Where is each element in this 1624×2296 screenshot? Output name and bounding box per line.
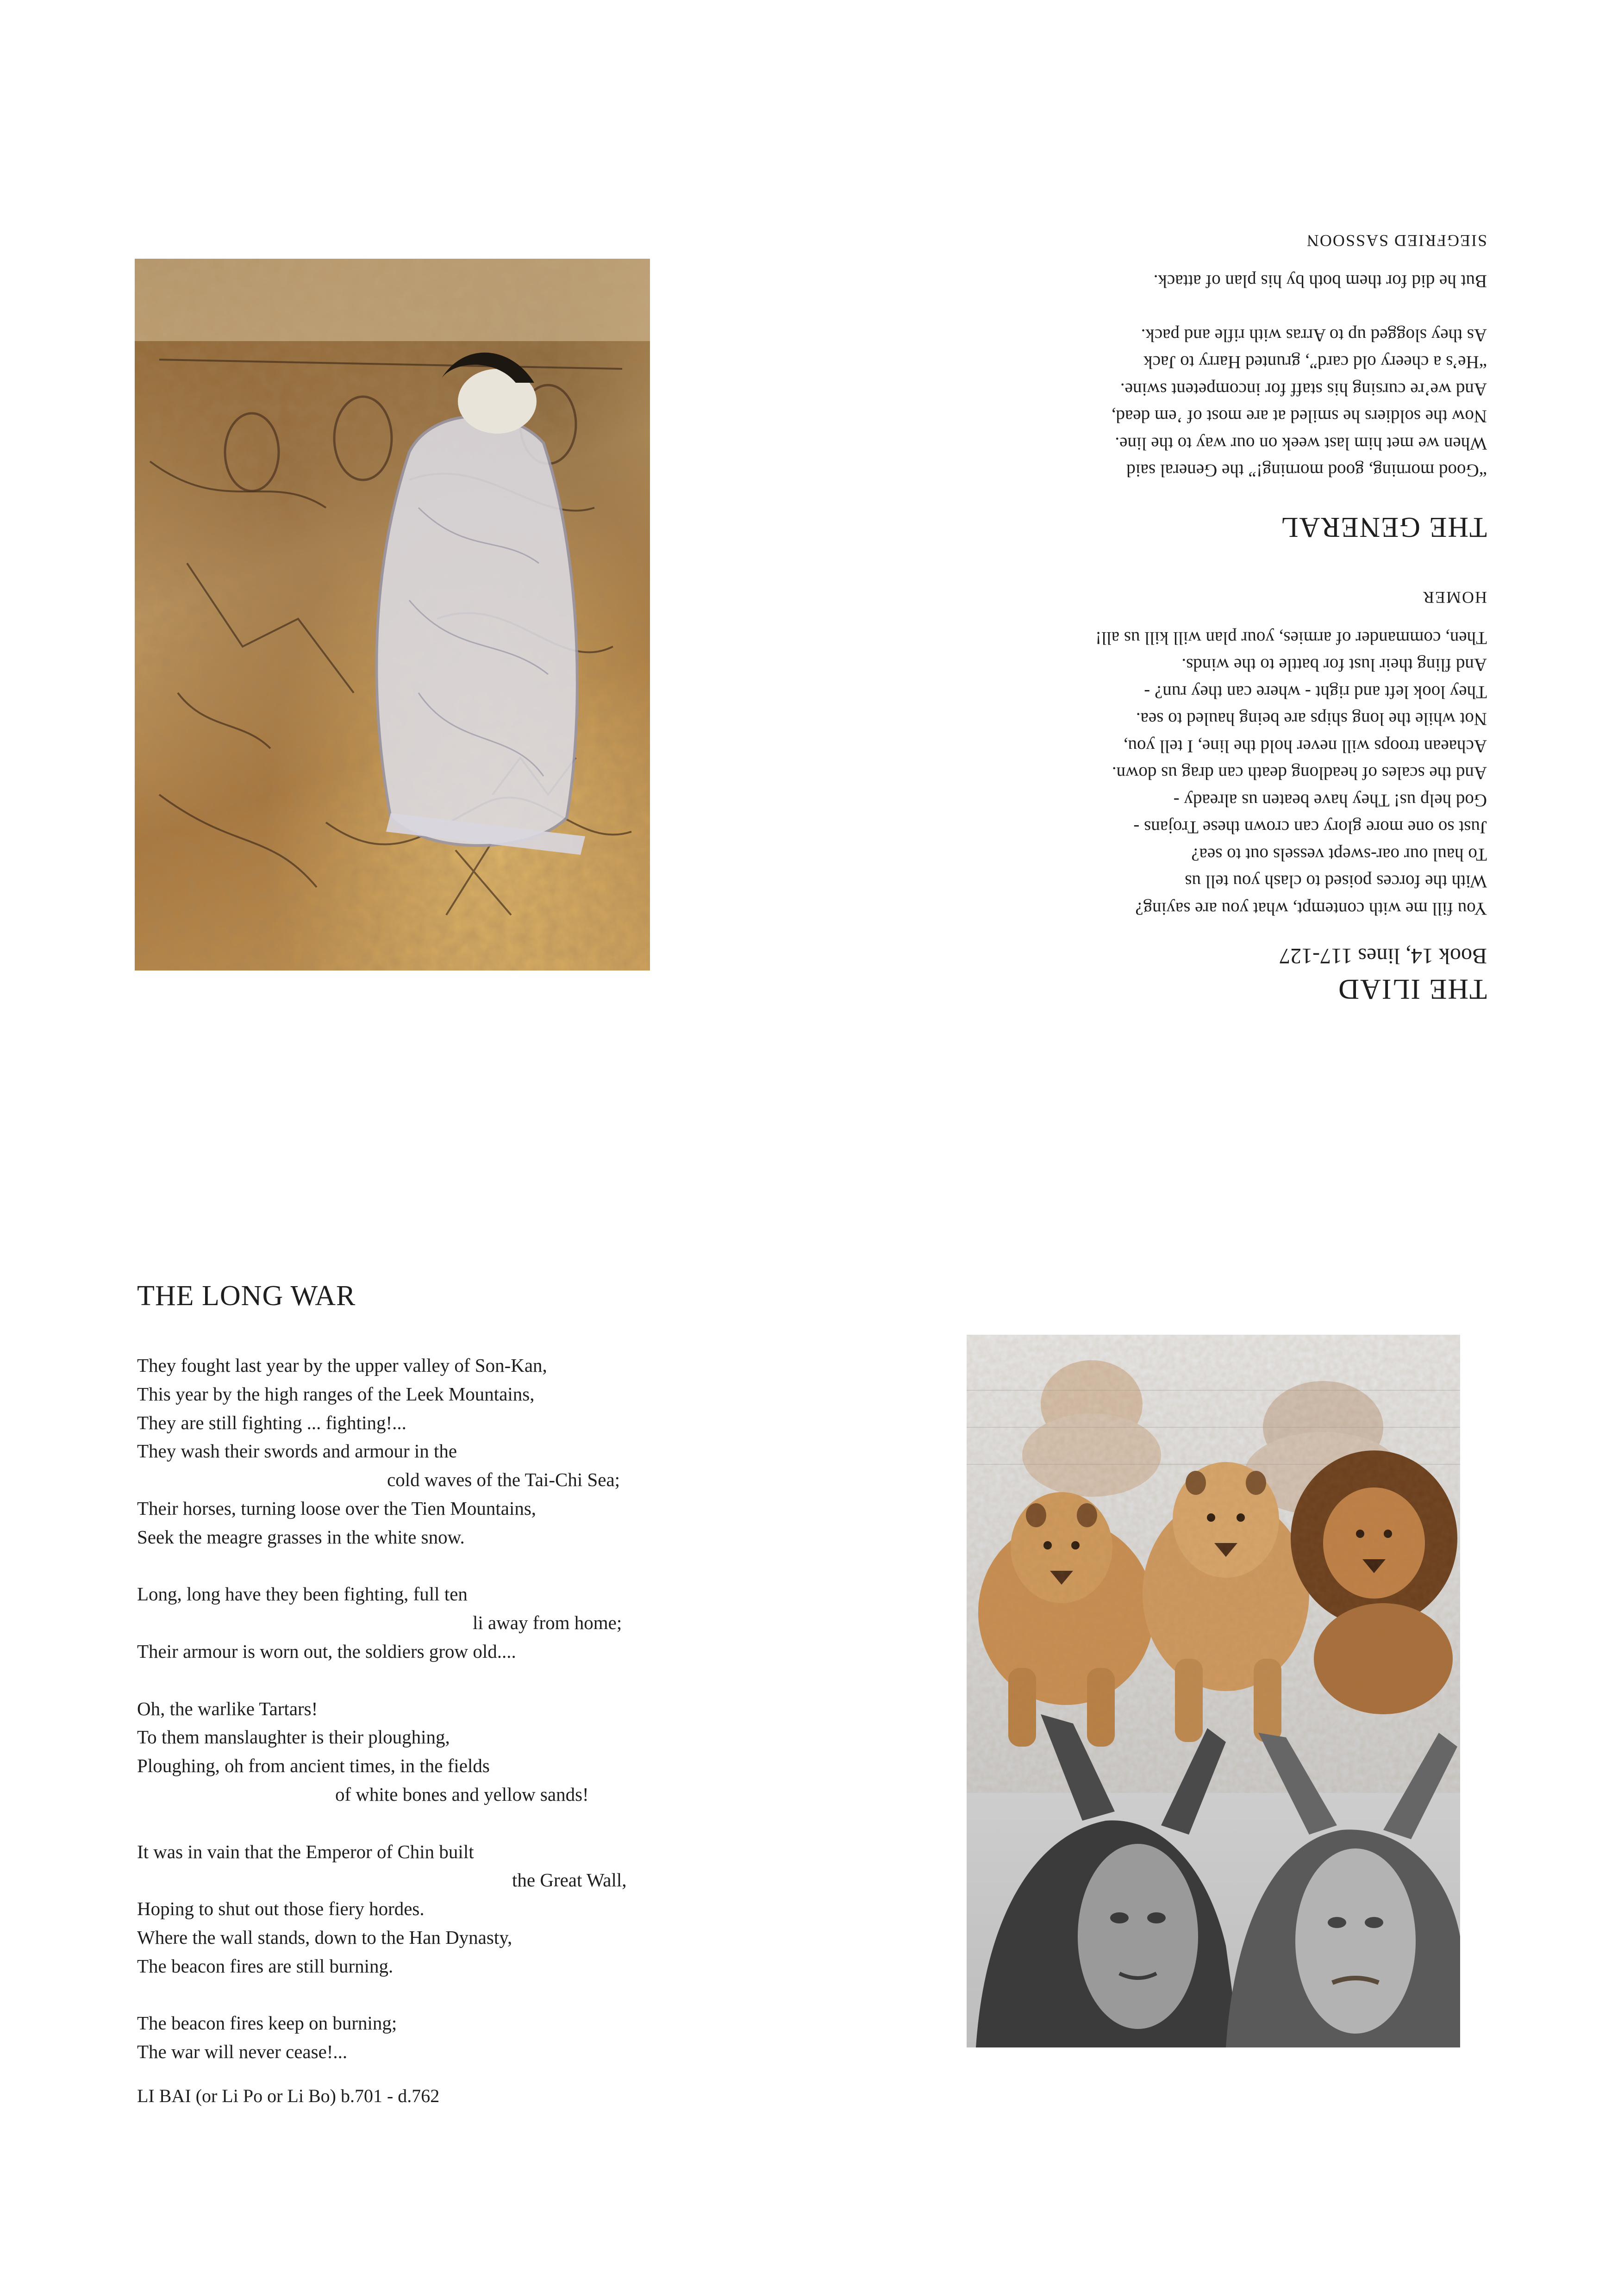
verse-line: “He’s a cheery old card”, grunted Harry to Jack xyxy=(1143,352,1487,373)
cave-painting-image xyxy=(135,259,650,971)
verse-line: Achaean troops will never hold the line, I tell you, xyxy=(1123,736,1487,756)
verse-line: They look left and right - where can they run? - xyxy=(1144,682,1487,702)
verse-line: Just so one more glory can crown these Trojans - xyxy=(1133,817,1487,838)
verse-line: Oh, the warlike Tartars! xyxy=(137,1698,318,1719)
iliad-subtitle: Book 14, lines 117-127 xyxy=(1279,944,1487,968)
verse-line: To haul our oar-swept vessels out to sea? xyxy=(1191,845,1487,865)
verse-line: To them manslaughter is their ploughing, xyxy=(137,1726,450,1748)
verse-line: You fill me with contempt, what you are saying? xyxy=(1135,899,1487,919)
general-verse xyxy=(885,268,1487,484)
verse-line: And fling their lust for battle to the winds. xyxy=(1181,655,1487,675)
verse-line: Hoping to shut out those fiery hordes. xyxy=(137,1898,425,1920)
verse-line: li away from home; xyxy=(473,1612,622,1634)
long-war-poem xyxy=(137,1351,665,2066)
long-war-title: THE LONG WAR xyxy=(137,1280,356,1312)
iliad-title: THE ILIAD xyxy=(1337,973,1487,1005)
verse-line: Then, commander of armies, your plan will kill us all! xyxy=(1095,628,1487,648)
verse-line: Long, long have they been fighting, full ten xyxy=(137,1583,468,1605)
iliad-verse xyxy=(885,624,1487,922)
verse-line: The beacon fires are still burning. xyxy=(137,1955,394,1977)
verse-line: cold waves of the Tai-Chi Sea; xyxy=(387,1469,620,1491)
verse-line: And the scales of headlong death can drag us down. xyxy=(1112,763,1487,784)
general-author: SIEGFRIED SASSOON xyxy=(1305,231,1487,250)
verse-line: They wash their swords and armour in the xyxy=(137,1440,457,1462)
verse-line: But he did for them both by his plan of attack. xyxy=(1153,271,1487,291)
verse-line: “Good morning, good morning!” the General said xyxy=(1126,460,1487,481)
verse-line: Ploughing, oh from ancient times, in the fields xyxy=(137,1755,490,1777)
general-title: THE GENERAL xyxy=(1280,511,1487,543)
iliad-author: HOMER xyxy=(1422,588,1487,607)
verse-line: of white bones and yellow sands! xyxy=(335,1783,589,1805)
verse-line: God help us! They have beaten us already - xyxy=(1173,790,1487,810)
verse-line: The war will never cease!... xyxy=(137,2041,348,2063)
verse-line: They are still fighting ... fighting!... xyxy=(137,1412,406,1433)
stanza-gap xyxy=(885,294,1487,322)
verse-line: Their horses, turning loose over the Tien Mountains, xyxy=(137,1497,537,1519)
stanza-gap xyxy=(137,1981,665,2010)
lions-donkeys-image xyxy=(967,1335,1460,2047)
stanza-gap xyxy=(137,1552,665,1580)
verse-line: Seek the meagre grasses in the white snow. xyxy=(137,1526,465,1548)
long-war-author: LI BAI (or Li Po or Li Bo) b.701 - d.762 xyxy=(137,2085,440,2106)
verse-line: They fought last year by the upper valley of Son-Kan, xyxy=(137,1355,547,1376)
lions-donkeys-art xyxy=(967,1335,1460,2047)
verse-line: the Great Wall, xyxy=(512,1869,627,1891)
verse-line: Where the wall stands, down to the Han Dynasty, xyxy=(137,1926,512,1948)
stanza-gap xyxy=(137,1809,665,1838)
verse-line: This year by the high ranges of the Leek Mountains, xyxy=(137,1383,535,1405)
verse-line: Not while the long ships are being hauled to sea. xyxy=(1136,709,1487,729)
verse-line: Now the soldiers he smiled at are most of ’em dead, xyxy=(1111,406,1487,427)
cave-painting-art xyxy=(135,259,650,971)
verse-line: As they slogged up to Arras with rifle and pack. xyxy=(1141,325,1487,345)
verse-line: And we’re cursing his staff for incompetent swine. xyxy=(1120,380,1487,399)
verse-line: Their armour is worn out, the soldiers grow old.... xyxy=(137,1640,516,1662)
verse-line: It was in vain that the Emperor of Chin built xyxy=(137,1841,474,1862)
verse-line: The beacon fires keep on burning; xyxy=(137,2012,397,2034)
verse-line: With the forces poised to clash you tell us xyxy=(1185,871,1487,892)
poems-column xyxy=(885,231,1487,1006)
stanza-gap xyxy=(137,1666,665,1695)
verse-line: When we met him last week on our way to the line. xyxy=(1115,434,1487,454)
